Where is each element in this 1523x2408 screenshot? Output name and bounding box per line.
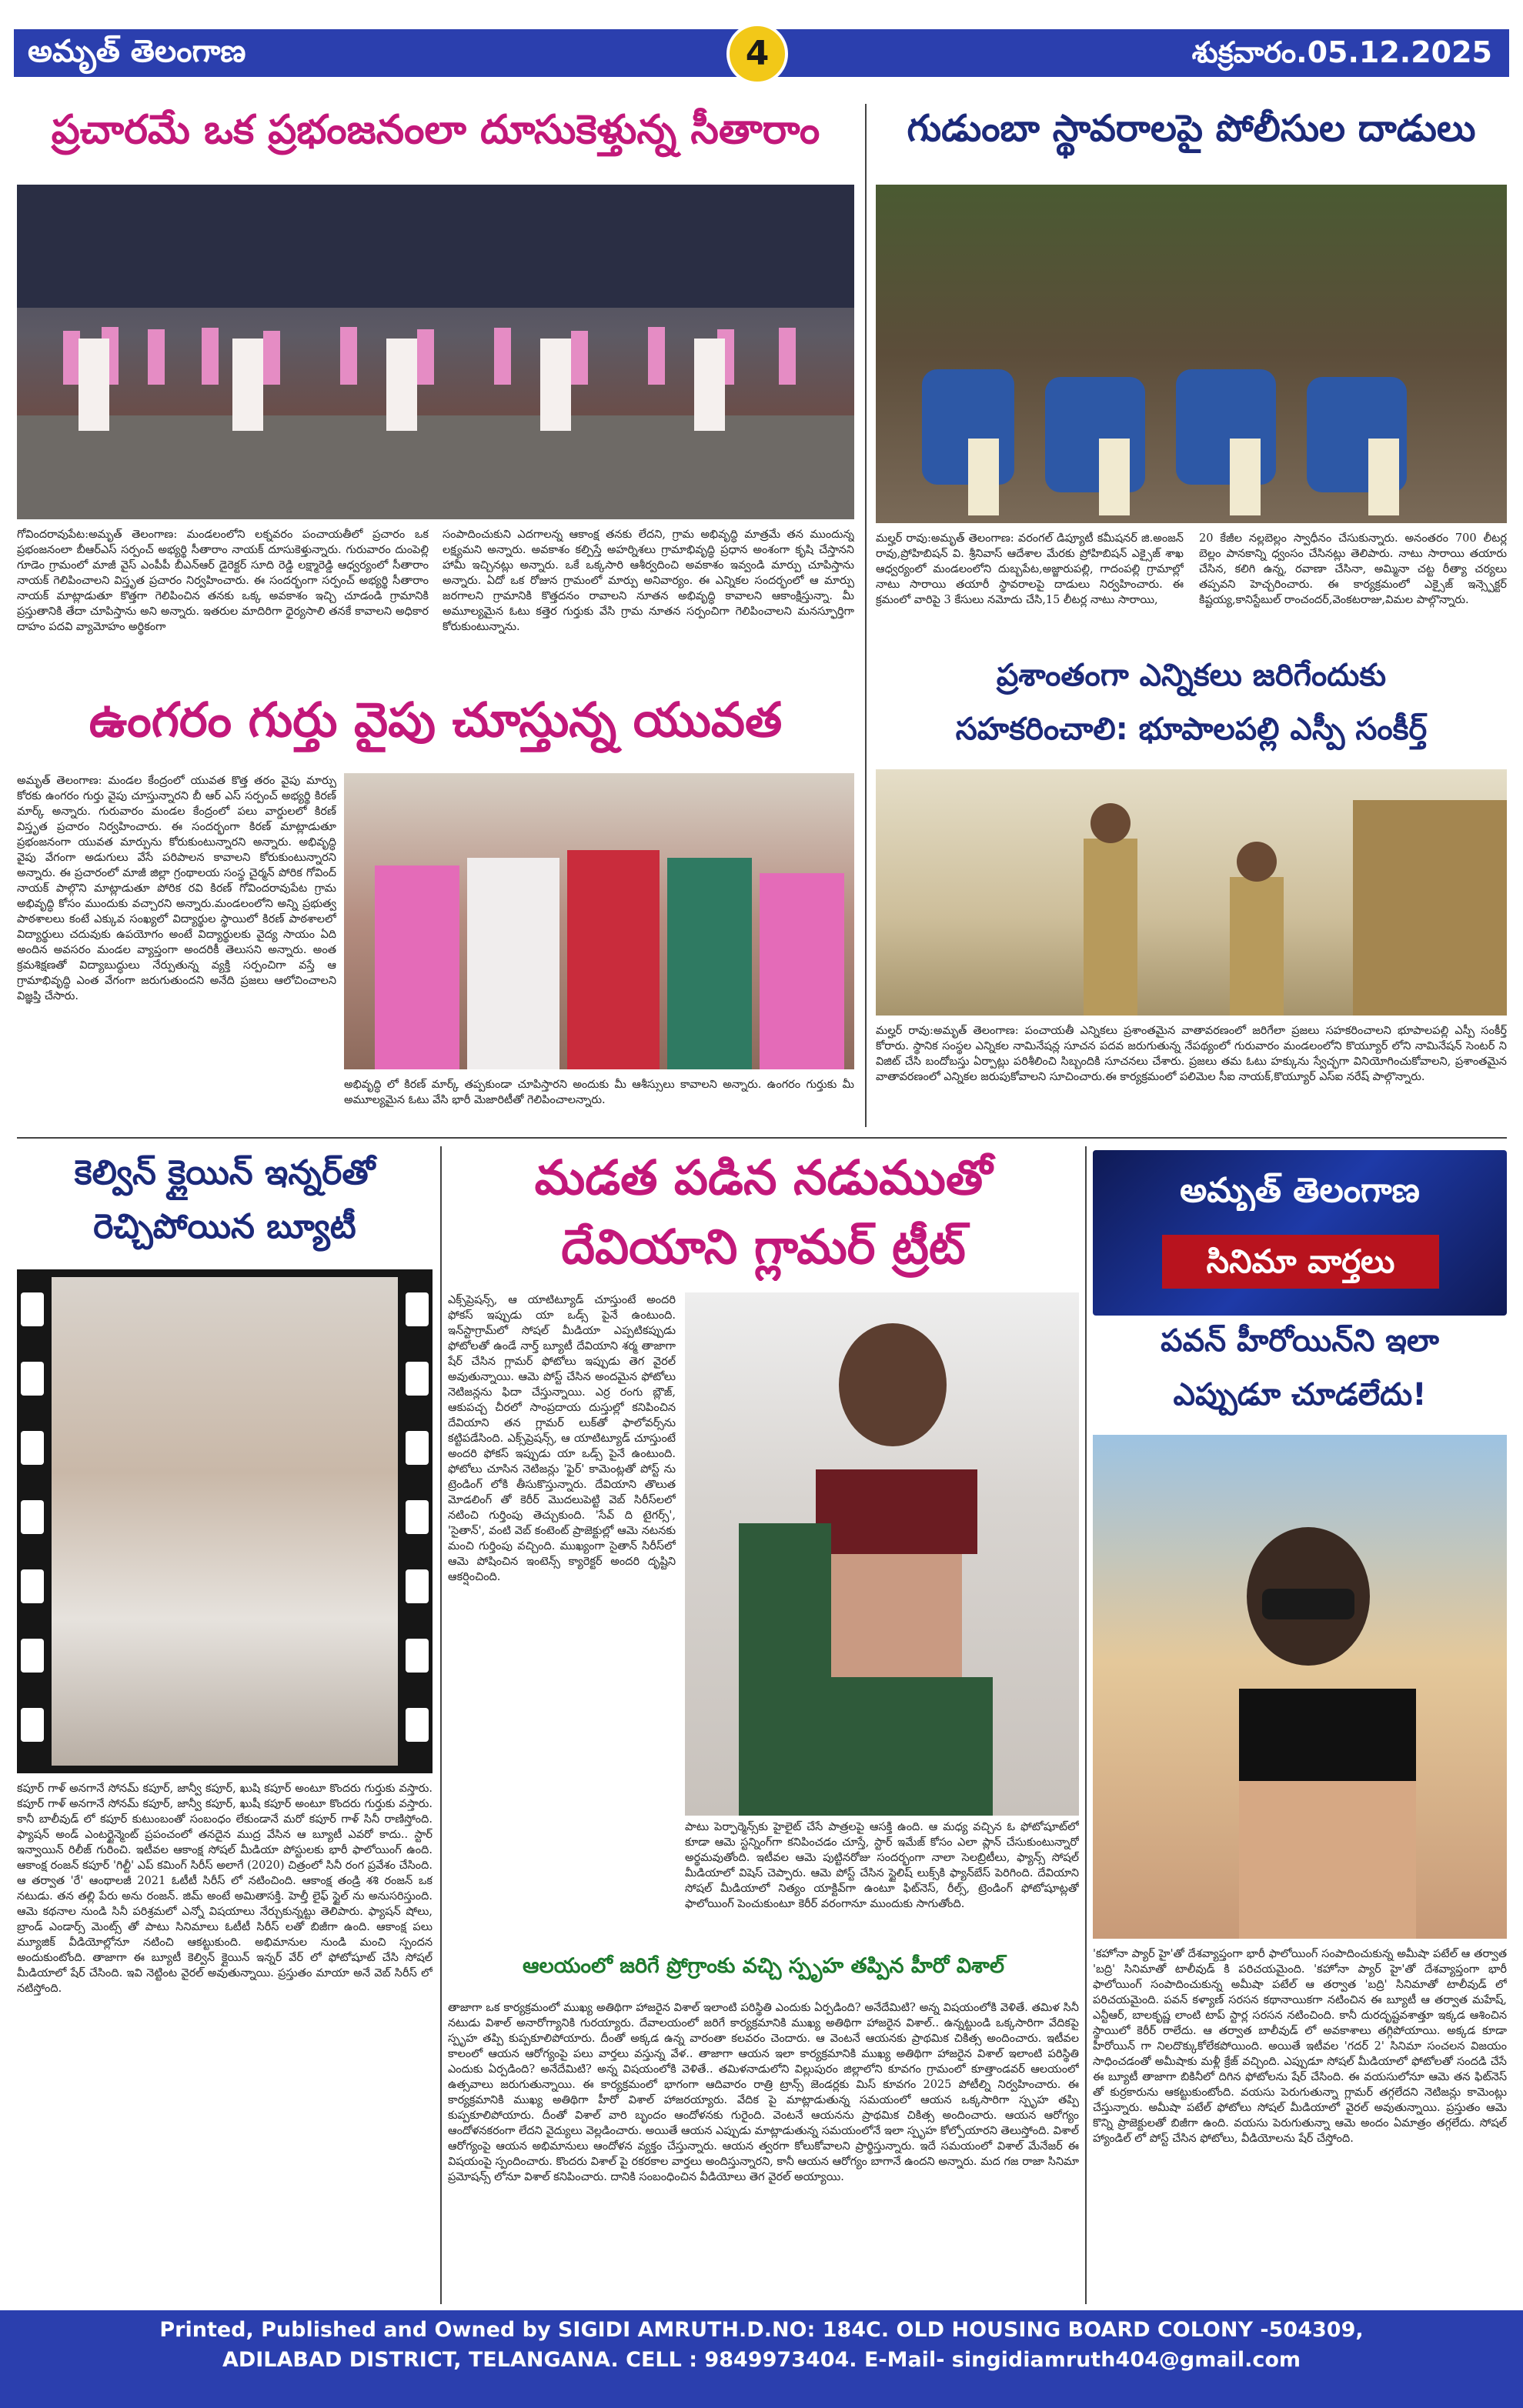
poolside-portrait-illustration [1093,1435,1507,1939]
story6-headline-line-1: మడత పడిన నడుముతో [534,1150,993,1206]
story4-photo [876,769,1507,1016]
story1-photo [17,185,854,519]
footer-line-1: Printed, Published and Owned by SIGIDI AMRUTH.D.NO: 184C. OLD HOUSING BOARD COLONY -504309, [159,2318,1364,2342]
masthead-brand: అమృత్ తెలంగాణ [28,34,246,69]
story7-headline: ఆలయంలో జరిగే ప్రోగ్రాంకు వచ్చి స్పృహ తప్పిన హీరో విశాల్ [523,1954,1004,1978]
story1-headline: ప్రచారమే ఒక ప్రభంజనంలా దూసుకెళ్తున్న సీతారాం [51,108,820,153]
column-divider [440,1146,442,2304]
story5-headline-line-2: రెచ్చిపోయిన బ్యూటీ [93,1208,356,1246]
story8-photo [1093,1435,1507,1939]
section-divider [17,1137,1507,1139]
story5-body: కపూర్ గాళ్ అనగానే సోనమ్ కపూర్, జాన్వీ కపూర్, ఖుషి కపూర్ అంటూ కొందరు గుర్తుకు వస్తారు. కపూర్ గాళ్ అనగానే సోనమ్ కపూర్, జాన్వీ కపూర్, ఖుషీ కపూర్ అంటూ కొందరు గుర్తుకు వస్తారు. కానీ బాలీవుడ్ లో కపూర్ కుటుంబంతో సంబంధం లేకుండానే మరో కపూర్ గాళ్ సినీ రాణిస్తోంది. ఫ్యాషన్ అండ్ ఎంటర్టైన్మెంట్ ప్రపంచంలో తనదైన ముద్ర వేసిన ఆ బ్యూటీ ఎవరో కాదు.. స్టార్ ఇన్వాయిన్ రిలీజ్ గురించి. ఇటీవల ఆకాంక్ష సోషల్ మీడియా పోస్టులకు భారీ ఫాలోయింగ్ ఉంది. ఆకాంక్ష రంజన్ కపూర్ 'గిల్టీ' ఎప్ కమింగ్ సిరీస్ అలాగే (2020) చిత్రంలో సినీ రంగ ప్రవేశం చేసింది. ఆ తర్వాత 'రే' ఆంథాలజీ 2021 ఓటీటీ సిరీస్ లో నటించింది. ఆకాంక్ష తండ్రి శశి రంజన్ ఒక నటుడు. తన తల్లి పేరు అను రంజన్. జిమ్ అంటే అమితాసక్తి. హెల్తీ లైఫ్ స్టైల్ ను అనుసరిస్తుంది. ఆమె కథనాల నుండి సినీ పరిశ్రమలో ఎన్నో విషయాలు నేర్చుకున్నట్టు తెలిపారు. ఫ్యాషన్ షోలు, బ్రాండ్ ఎండార్స్ మెంట్స్ తో పాటు సినిమాలు ఓటీటీ సిరీస్ లతో బిజీగా ఉంది. ఆకాంక్ష పలు మ్యూజిక్ వీడియోల్లోనూ నటించి ఆకట్టుకుంది. అభిమానుల నుండి మంచి స్పందన అందుకుంటోంది. తాజాగా ఈ బ్యూటీ కెల్విన్ క్లైయిన్ ఇన్నర్ వేర్ లో ఫోటోషూట్ చేసి సోషల్ మీడియాలో షేర్ చేసింది. ఇవి నెట్టింట వైరల్ అవుతున్నాయి. ప్రస్తుతం మాయా అనే వెబ్ సిరీస్ లో నటిస్తోంది. [17,1783,433,1995]
story3-column-1: అమృత్ తెలంగాణ: మండల కేంద్రంలో యువత కొత్త తరం వైపు మార్పు కోరకు ఉంగరం గుర్తు వైపు చూస్తున్నారని బీ ఆర్ ఎస్ సర్పంచ్ అభ్యర్థి కిరణ్ మార్క్ అన్నారు. గురువారం మండల కేంద్రంలో పలు వార్డులలో కిరణ్ విస్తృత ప్రచారం నిర్వహించారు. ఈ సందర్భంగా కిరణ్ మాట్లాడుతూ ప్రభంజనంగా యువత మార్పును కోరుకుంటున్నారని అన్నారు. అభివృద్ధి వైపు వేగంగా అడుగులు వేసే పరిపాలన కావాలని కోరుకుంటున్నారని అన్నారు. ఈ ప్రచారంలో మాజీ జిల్లా గ్రంథాలయ సంస్థ చైర్మన్ పోరిక గోవింద్ నాయక్ పాల్గొని మాట్లాడుతూ పోరిక రవి కిరణ్ గోవిందరావుపేట గ్రామ అభివృద్ధి కోసం ముందుకు వచ్చారని అన్నారు.మండలంలోని అన్ని ప్రభుత్వ పాఠశాలలు కంటే ఎక్కువ సంఖ్యలో విద్యార్థుల స్థాయిలో కిరణ్ పాఠశాలలో విద్యార్థులు చదువుకు ఉపయోగం అంటే విద్యార్థులకు వైద్య సాయం ఏది అందిన అవసరం మండల వ్యాప్తంగా అందరికీ తెలుసని అన్నారు. అంత క్రమశిక్షణతో విద్యాబుద్ధులు నేర్పుతున్న వ్యక్తి సర్పంచిగా వస్తే ఆ గ్రామాభివృద్ధి ఎంత వేగంగా జరుగుతుందని అనేది ప్రజలు ఆలోచించాలని విజ్ఞప్తి చేసారు. [17,775,336,1002]
column-divider [865,104,867,1127]
story4-headline-line-1: ప్రశాంతంగా ఎన్నికలు జరిగేందుకు [996,658,1387,693]
campaign-crowd-illustration [17,185,854,519]
police-raid-illustration [876,185,1507,523]
story3-headline: ఉంగరం గుర్తు వైపు చూస్తున్న యువత [89,692,783,748]
story1-column-1: గోవిందరావుపేట:అమృత్ తెలంగాణ: మండలంలోని లక్నవరం పంచాయతీలో ప్రచారం ఒక ప్రభంజనంలా బీఆర్ఎస్ సర్పంచ్ అభ్యర్థి సీతారాం నాయక్ దూసుకెళ్తున్నారు. గురువారం దుంపెల్లి గూడెం గ్రామంలో మాజీ వైస్ ఎంపీపీ బీఎన్ఆర్ డైరెక్టర్ సూది రెడ్డి లక్ష్మారెడ్డి ఆధ్వర్యంలో సీతారాం నాయక్ గెలిపించాలని విస్తృత ప్రచారం నిర్వహించారు. ఈ సందర్భంగా సర్పంచ్ అభ్యర్థి సీతారాం నాయక్ మాట్లాడుతూ కొత్తగా గెలిపించిన తనకు ఒక్క అవకాశం ఇచ్చి చూడండి గ్రామానికి ప్రస్తుతానికి తేదా చూపిస్తాను అని అన్నారు. ఇతరుల మాదిరిగా ధైర్యసాలి తనకే కావాలని అధికార దాహం పదవి వ్యామోహం అర్థికంగా [17,529,429,633]
story7-body: తాజాగా ఒక కార్యక్రమంలో ముఖ్య అతిథిగా హాజరైన విశాల్ ఇలాంటి పరిస్థితి ఎందుకు ఏర్పడింది? అనేదేమిటి? అన్న విషయంలోకి వెళితే. తమిళ సినీ నటుడు విశాల్ అనారోగ్యానికి గురయ్యారు. దేవాలయంలో జరిగే కార్యక్రమానికి ముఖ్య అతిథిగా హాజరైన విశాల్.. ఉన్నట్టుండి ఒక్కసారిగా వేదికపై స్పృహ తప్పి కుప్పకూలిపోయారు. దీంతో అక్కడ ఉన్న వారంతా కలవరం చెందారు. ఆ వెంటనే ఆయనకు ప్రాథమిక చికిత్స అందించారు. ఇటీవల కాలంలో ఆయన ఆరోగ్యంపై పలు వార్తలు వస్తున్న వేళ.. తాజాగా ఆయన ఇలా కార్యక్రమానికి ముఖ్య అతిథిగా హాజరైన విశాల్ ఇలాంటి పరిస్థితి ఎందుకు ఏర్పడింది? అనేదేమిటి? అన్న విషయంలోకి వెళితే.. తమిళనాడులోని విల్లుపురం జిల్లాలోని కూవగం గ్రామంలో కూత్తాండవర్ ఆలయంలో ఉత్సవాలు జరుగుతున్నాయి. ఈ కార్యక్రమంలో భాగంగా ఆదివారం రాత్రి ట్రాన్స్ జెండర్లకు మిస్ కూవగం 2025 పోటీల్ని నిర్వహించారు. ఈ కార్యక్రమానికి ముఖ్య అతిథిగా హీరో విశాల్ హాజరయ్యారు. వేదిక పై మాట్లాడుతున్న సమయంలో ఆయన ఒక్కసారిగా స్పృహ తప్పి కుప్పకూలిపోయారు. దీంతో విశాల్ వారి బృందం ఆందోళనకు గురైంది. వెంటనే ఆయనను ప్రాథమిక చికిత్స అందించారు. ఆయన ఆరోగ్యం ఆందోళనకరంగా లేదని వైద్యులు వెల్లడించారు. అయితే ఆయన ఎప్పుడు మాట్లాడుతున్న సమయంలోనే ఇలా స్పృహ కోల్పోయారని తెలుస్తోంది. విశాల్ ఆరోగ్యంపై ఆయన అభిమానులు ఆందోళన వ్యక్తం చేస్తున్నారు. ఆయన త్వరగా కోలుకోవాలని ప్రార్థిస్తున్నారు. ఇదే సమయంలో విశాల్ మేనేజర్ ఈ విషయంపై స్పందించారు. కొందరు విశాల్ పై రకరకాల వార్తలు అందిస్తున్నారని, కానీ ఆయన ఆరోగ్యం బాగానే ఉందని అన్నారు. మద గజ రాజా సినిమా ప్రమోషన్స్ లోనూ విశాల్ కనిపించారు. దానికి సంబంధించిన వీడియోలు తెగ వైరల్ అయ్యాయి. [448,2002,1079,2183]
story2-headline: గుడుంబా స్థావరాలపై పోలీసుల దాడులు [907,108,1476,150]
story8-headline-line-1: పవన్ హీరోయిన్‌ని ఇలా [1161,1323,1439,1359]
story2-column-1: మల్హర్ రావు:అమృత్ తెలంగాణ: వరంగల్ డిప్యూటీ కమీషనర్ జి.అంజన్ రావు,ప్రోహిబిషన్ వి. శ్రీనివాస్ ఆదేశాల మేరకు ప్రోహిబిషన్ ఎక్సైజ్ శాఖ ఆధ్వర్యంలో మండలంలోని దుబ్బపేట,అజ్జారుపల్లి, గాదంపల్లి గ్రామాల్లో నాటు సారాయి తయారీ స్థావరాలపై దాడులు నిర్వహించారు. ఈ క్రమంలో వారిపై 3 కేసులు నమోదు చేసి,15 లీటర్ల నాటు సారాయి, [876,532,1184,606]
portrait-illustration [685,1292,1079,1816]
story6-headline-line-2: దేవియాని గ్లామర్ ట్రీట్ [561,1219,966,1275]
cinema-banner-line-1: అమృత్ తెలంగాణ [1180,1172,1420,1210]
page-number-badge: 4 [726,23,788,85]
cinema-banner-line-2: సినిమా వార్తలు [1206,1242,1395,1280]
story6-column-1: ఎక్స్‌ప్రెషన్స్, ఆ యాటిట్యూడ్ చూస్తుంటే అందరి ఫోకస్ ఇప్పుడు యా ఒడ్స్ పైనే ఉంటుంది. ఇన్‌స్టాగ్రామ్‌లో సోషల్ మీడియా ఎప్పటికప్పుడు ఫోటోలతో ఉండే నార్త్ బ్యూటీ దేవియాని శర్మ తాజాగా షేర్ చేసిన గ్లామర్ ఫోటోలు ఇప్పుడు తెగ వైరల్ అవుతున్నాయి. ఆమె పోస్ట్ చేసిన అందమైన ఫోటోలు నెటిజన్లను ఫిదా చేస్తున్నాయి. ఎర్ర రంగు బ్లౌజ్, ఆకుపచ్చ చీరలో సాంప్రదాయ దుస్తుల్లో కనిపించిన దేవియాని తన గ్లామర్ లుక్‌తో ఫాలోవర్స్‌ను కట్టిపడేసింది. ఎక్స్‌ప్రెషన్స్, ఆ యాటిట్యూడ్ చూస్తుంటే అందరి ఫోకస్ ఇప్పుడు యా ఒడ్స్ పైనే ఉంటుంది. ఫోటోలు చూసిన నెటిజన్లు 'ఫైర్' కామెంట్లతో పోస్ట్ ను ట్రెండింగ్ లోకి తీసుకొస్తున్నారు. దేవియాని తొలుత మోడలింగ్ తో కెరీర్ మొదలుపెట్టి వెబ్ సిరీస్‌లలో నటించి గుర్తింపు తెచ్చుకుంది. 'సేవ్ ది టైగర్స్', 'సైతాన్', వంటి వెబ్ కంటెంట్ ప్రాజెక్టుల్లో ఆమె నటనకు మంచి గుర్తింపు వచ్చింది. ముఖ్యంగా సైతాన్ సిరీస్‌లో ఆమె పోషించిన ఇంటెన్స్ క్యారెక్టర్ అందరి దృష్టిని ఆకర్షించింది. [448,1294,676,1583]
column-divider [1085,1146,1087,2304]
story5-photo-filmstrip [17,1269,433,1773]
masthead-date: శుక్రవారం.05.12.2025 [1191,35,1492,69]
cinema-news-banner [1093,1150,1507,1316]
story8-headline-line-2: ఎప్పుడూ చూడలేదు! [1173,1377,1427,1412]
story3-column-2: అభివృద్ధి లో కిరణ్ మార్క్ తప్పకుండా చూపిస్తారని అందుకు మీ ఆశీస్సులు కావాలని అన్నారు. ఉంగరం గుర్తుకు మీ అమూల్యమైన ఓటు వేసి భారీ మెజారిటీతో గెలిపించాలన్నారు. [344,1079,854,1106]
story1-column-2: సంపాదించుకుని ఎదగాలన్న ఆకాంక్ష తనకు లేదని, గ్రామ అభివృద్ధి మాత్రమే తన ముందున్న లక్ష్యమని అన్నారు. అవకాశం కల్పిస్తే అహర్నిశలు గ్రామాభివృద్ధి ప్రధాన అంశంగా కృషి చేస్తానని హామీ ఇచ్చినట్లు అన్నారు. ఒకే ఒక్కసారి ఆశీర్వదించి అవకాశం ఇవ్వండి మార్పు చూపిస్తాను అన్నారు. ఏదో ఒక రోజున గ్రామంలో మార్పు అనివార్యం. ఈ ఎన్నికల సందర్భంలో ఆ మార్పు జరగాలని గ్రామానికి కొత్తదనం రావాలని నూతన అభివృద్ధి కావాలని ఆకాంక్షిస్తున్నా. మీ అమూల్యమైన ఓటు కత్తెర గుర్తుకు వేసి గ్రామ నూతన సర్పంచిగా గెలిపించాలని మనస్ఫూర్తిగా కోరుకుంటున్నాను. [443,529,854,633]
story3-photo [344,773,854,1069]
story6-photo [685,1292,1079,1816]
footer-line-2: ADILABAD DISTRICT, TELANGANA. CELL : 9849973404. E-Mail- singidiamruth404@gmail.com [222,2348,1301,2372]
story8-body: 'కహోనా ప్యార్ హై'తో దేశవ్యాప్తంగా భారీ ఫాలోయింగ్ సంపాదించుకున్న అమీషా పటేల్ ఆ తర్వాత 'బద్రి' సినిమాతో టాలీవుడ్ కి పరిచయమైంది. 'కహోనా ప్యార్ హై'తో దేశవ్యాప్తంగా భారీ ఫాలోయింగ్ సంపాదించుకున్న అమీషా పటేల్ ఆ తర్వాత 'బద్రి' సినిమాతో టాలీవుడ్ లో పరిచయమైంది. పవన్ కళ్యాణ్ సరసన కథానాయికగా నటించిన ఈ బ్యూటీ ఆ తర్వాత మహేష్, ఎన్టీఆర్, బాలకృష్ణ లాంటి టాప్ స్టార్ల సరసన నటించింది. కానీ దురదృష్టవశాత్తూ ఇక్కడ ఆశించిన స్థాయిలో కెరీర్ రాలేదు. ఆ తర్వాత బాలీవుడ్ లో అవకాశాలు తగ్గిపోయాయి. అక్కడ కూడా హీరోయిన్ గా నిలదొక్కుకోలేకపోయింది. అయితే ఇటీవల 'గదర్ 2' సినిమా సంచలన విజయం సాధించడంతో అమీషాకు మళ్లీ క్రేజ్ వచ్చింది. ఎప్పుడూ సోషల్ మీడియాలో ఫోటోలతో సందడి చేసే ఈ బ్యూటీ తాజాగా బికినీలో దిగిన ఫోటోలను షేర్ చేసింది. ఈ వయసులోనూ ఆమె తన ఫిట్‌నెస్ తో కుర్రకారును ఆకట్టుకుంటోంది. వయసు పెరుగుతున్నా గ్లామర్ తగ్గలేదని నెటిజన్లు కామెంట్లు చేస్తున్నారు. అమీషా పటేల్ ఫోటోలు సోషల్ మీడియాలో వైరల్ అవుతున్నాయి. ప్రస్తుతం ఆమె కొన్ని ప్రాజెక్టులతో బిజీగా ఉంది. వయసు పెరుగుతున్నా ఆమె అందం ఏమాత్రం తగ్గలేదు. సోషల్ హ్యాండిల్ లో పోస్ట్ చేసిన ఫోటోలు, వీడియోలను షేర్ చేస్తోంది. [1093,1948,1507,2145]
story2-column-2: 20 కేజీల నల్లబెల్లం స్వాధీనం చేసుకున్నారు. అనంతరం 700 లీటర్ల బెల్లం పానకాన్ని ధ్వంసం చేసినట్లు తెలిపారు. నాటు సారాయి తయారు చేసిన, కలిగి ఉన్న, రవాణా చేసినా, అమ్మినా చట్ట రీత్యా చర్యలు తప్పవని హెచ్చరించారు. ఈ కార్యక్రమంలో ఎక్సైజ్ ఇన్స్పెక్టర్ కిష్టయ్య,కానిస్టేబుల్ రాంచందర్,వెంకటరాజు,విమల పాల్గొన్నారు. [1199,532,1507,606]
story5-headline-line-1: కెల్విన్ క్లైయిన్ ఇన్నర్‌తో [74,1154,376,1192]
story4-body: మల్హర్ రావు:అమృత్ తెలంగాణ: పంచాయతీ ఎన్నికలు ప్రశాంతమైన వాతావరణంలో జరిగేలా ప్రజలు సహకరించాలని భూపాలపల్లి ఎస్పీ సంకీర్త్ కోరారు. స్థానిక సంస్థల ఎన్నికల నామినేషన్ల సూచన పదవ జరుగుతున్న నేపథ్యంలో గురువారం మండలంలోని కొయ్యూర్ లోని నామినేషన్ సెంటర్ ని విజిట్ చేసి బందోబస్తు ఏర్పాట్లు పరిశీలించి సిబ్బందికి సూచనలు చేశారు. ప్రజలు తమ ఓటు హక్కును స్వేచ్ఛగా వినియోగించుకోవాలని, ప్రశాంతమైన వాతావరణంలో ఎన్నికల జరుపుకోవాలని సూచించారు.ఈ కార్యక్రమంలో పలిమెల సీఐ నాయక్,కొయ్యూర్ ఎస్ఐ నరేష్ పాల్గొన్నారు. [876,1025,1507,1083]
footer-bar [0,2310,1523,2408]
story4-headline-line-2: సహకరించాలి: భూపాలపల్లి ఎస్పీ సంకీర్త్ [955,712,1428,747]
story2-photo [876,185,1507,523]
cinema-banner-line-2-plate [1162,1235,1439,1289]
story6-column-2: పాటు పెర్ఫార్మెన్స్‌కు హైలైట్ చేసే పాత్రలపై ఆసక్తి ఉంది. ఆ మధ్య వచ్చిన ఓ ఫోటోషూట్‌లో కూడా ఆమె స్టన్నింగ్‌గా కనిపించడం చూస్తే, స్టార్ ఇమేజ్ కోసం ఎలా ప్లాన్ చేసుకుంటున్నారో అర్థమవుతోంది. ఇటీవల ఆమె పుట్టినరోజు సందర్భంగా నాలా సెలబ్రిటీలు, ఫ్యాన్స్ సోషల్ మీడియాలో విషెస్ చెప్పారు. ఆమె పోస్ట్ చేసిన స్టైలిష్ లుక్స్‌కి ఫ్యాన్‌బేస్ పెరిగింది. దేవియాని సోషల్ మీడియాలో నిత్యం యాక్టివ్‌గా ఉంటూ ఫిట్‌నెస్, రీల్స్, ట్రెండింగ్ ఫోటోషూట్లతో ఫాలోయింగ్ పెంచుకుంటూ కెరీర్ వరంగానూ ముందుకు సాగుతోంది. [685,1821,1079,1910]
police-officers-illustration [876,769,1507,1016]
youth-campaign-illustration [344,773,854,1069]
